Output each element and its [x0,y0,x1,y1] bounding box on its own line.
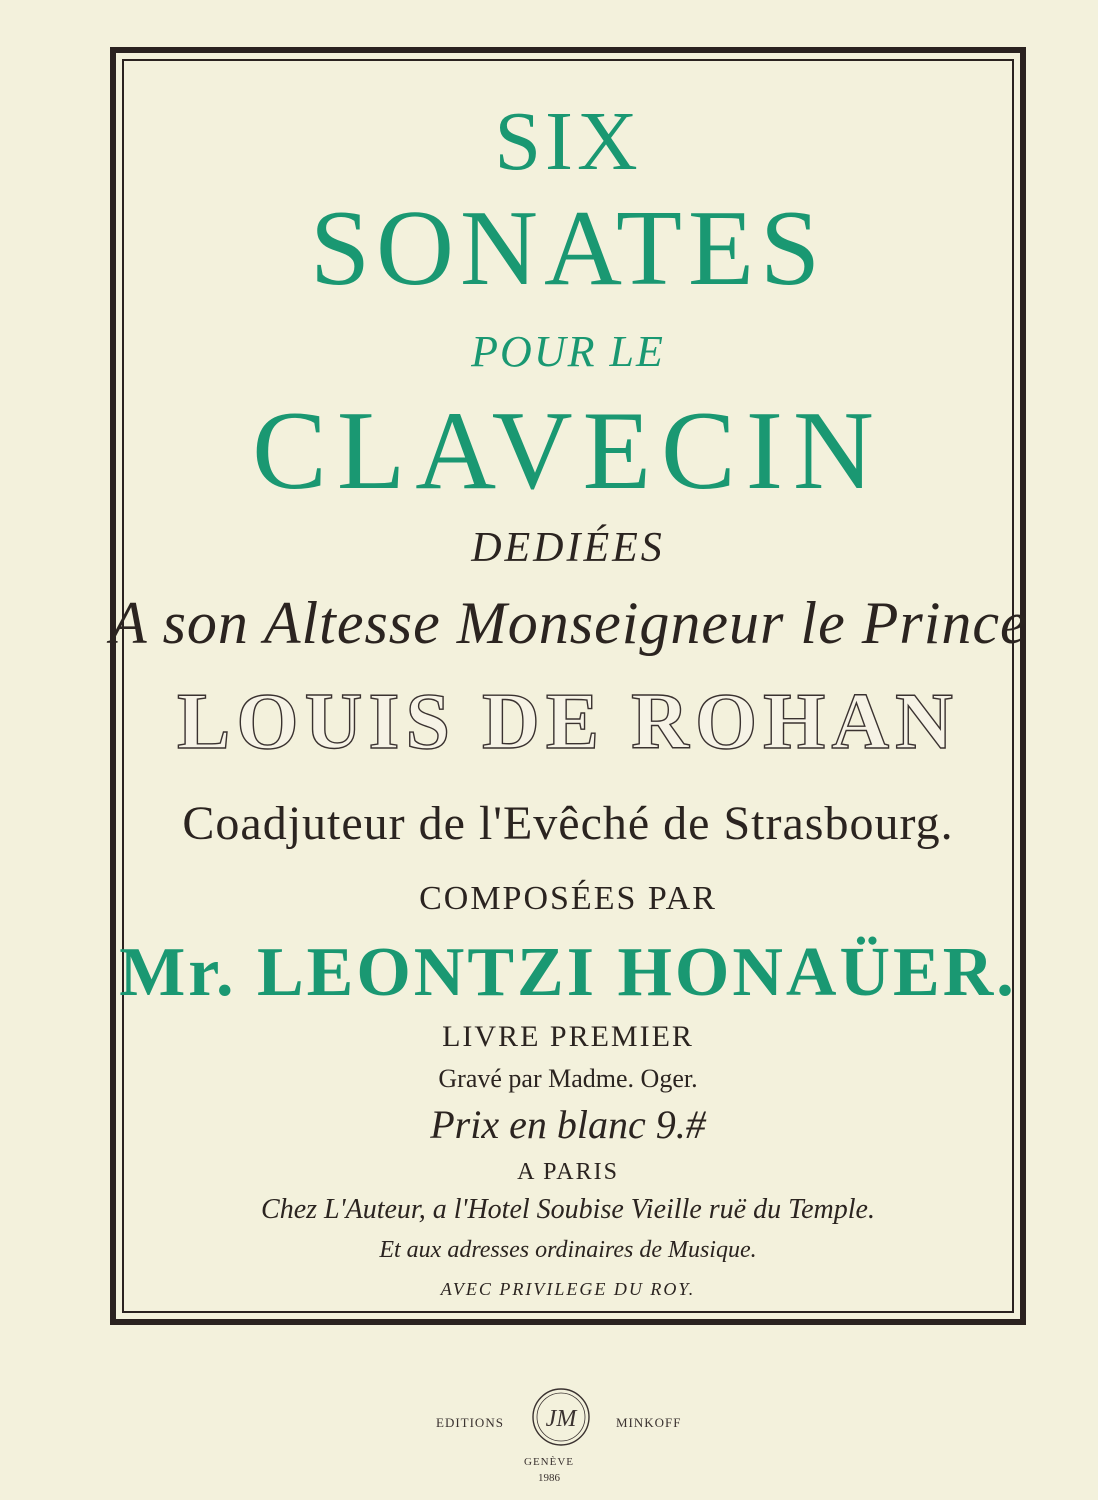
engraver-credit: Gravé par Madme. Oger. [438,1064,698,1093]
royal-privilege: AVEC PRIVILEGE DU ROY. [440,1279,696,1299]
title-pour-le: POUR LE [471,327,665,376]
composer-name: Mr. LEONTZI HONAÜER. [119,934,1017,1011]
publisher-minkoff-label: MINKOFF [616,1415,682,1430]
composed-by-label: COMPOSÉES PAR [419,880,717,917]
imprint-city: A PARIS [517,1159,619,1185]
book-number: LIVRE PREMIER [442,1020,694,1053]
title-six: SIX [494,95,642,188]
dedicatee-title: Coadjuteur de l'Evêché de Strasbourg. [182,797,954,850]
publisher-year: 1986 [538,1472,560,1484]
seal-monogram: JM [545,1406,577,1432]
dedication-heading: DEDIÉES [471,525,665,571]
publisher-editions-label: EDITIONS [436,1415,504,1430]
title-clavecin: CLAVECIN [252,389,884,513]
imprint-address: Chez L'Auteur, a l'Hotel Soubise Vieille ruë du Temple. [261,1194,875,1225]
price-line: Prix en blanc 9.# [430,1102,706,1147]
dedication-line: A son Altesse Monseigneur le Prince [110,590,1028,656]
title-sonates: SONATES [309,189,827,308]
publisher-seal-logo [529,1385,593,1449]
dedicatee-name: LOUIS DE ROHAN [177,678,959,766]
imprint-other-addresses: Et aux adresses ordinaires de Musique. [379,1237,757,1263]
publisher-city: GENÈVE [524,1456,574,1468]
